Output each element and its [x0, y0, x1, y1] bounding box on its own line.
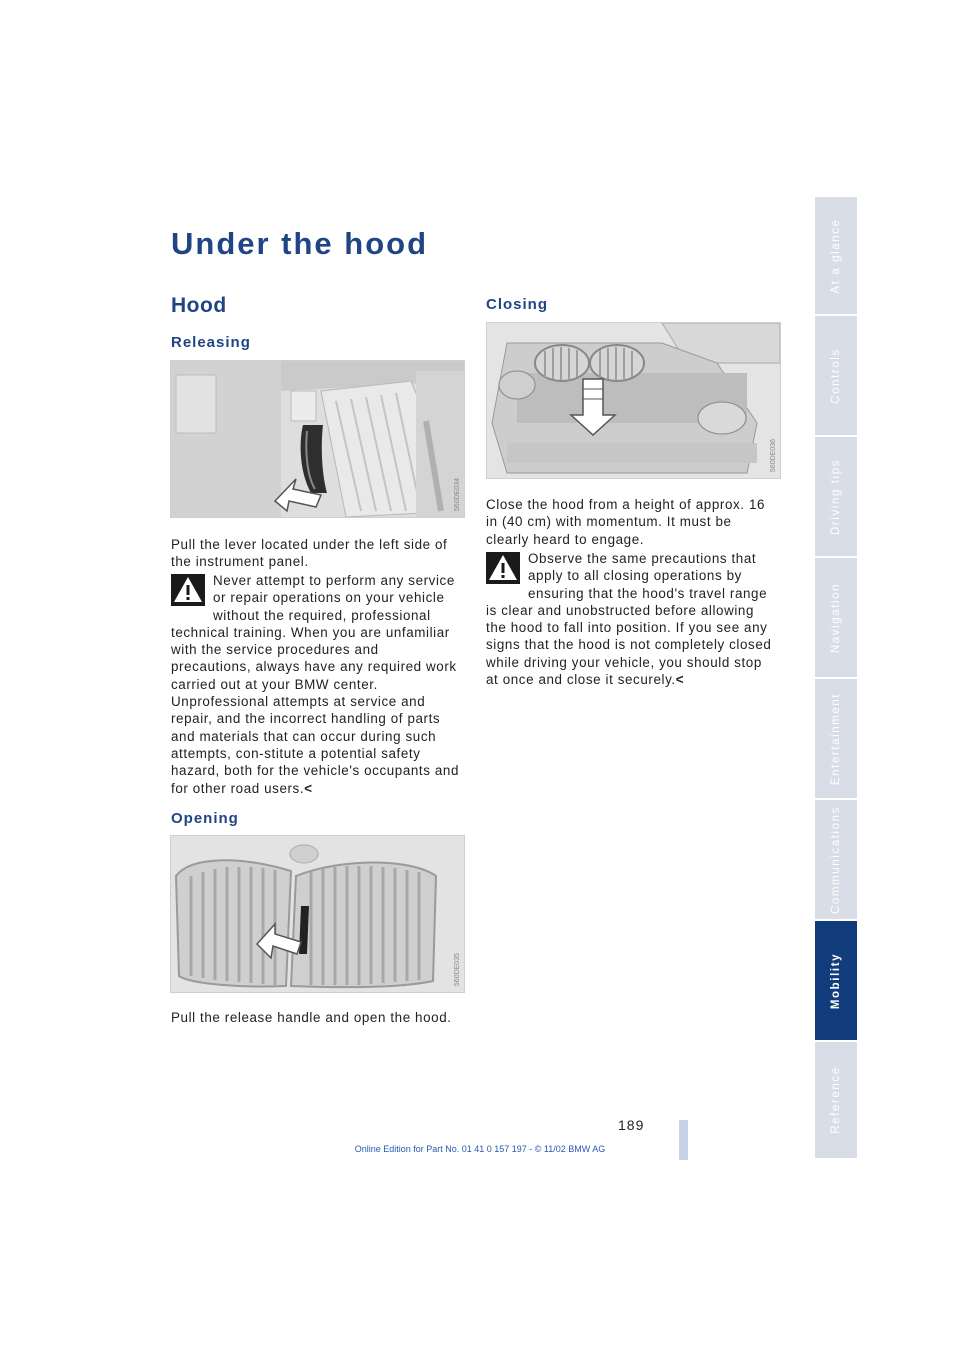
releasing-text: Pull the lever located under the left side of the instrument panel.: [171, 537, 448, 570]
warning-closing-text: Observe the same precautions that apply to all closing operations by ensuring that the hood's travel range is clear and unobstructed before allowing the hood to fall into position. If you see any signs that the hood is not completely closed while driving your vehicle, you should stop at once and close it securely.: [486, 551, 772, 688]
side-tab-label: Reference: [830, 1066, 842, 1134]
side-tab-label: Entertainment: [830, 692, 842, 785]
hood-release-lever-illustration: [171, 361, 464, 517]
side-tab-navigation[interactable]: [815, 558, 857, 679]
hood-closing-illustration: [487, 323, 780, 478]
footer-edition-link[interactable]: Online Edition for Part No. 01 41 0 157 197 - © 11/02 BMW AG: [354, 1144, 606, 1154]
heading-releasing: Releasing: [171, 334, 251, 351]
side-tab-at-a-glance[interactable]: [815, 197, 857, 316]
kidney-grille-illustration: [171, 836, 464, 992]
warning-triangle-icon: [171, 574, 205, 606]
warning-releasing: [171, 572, 463, 797]
side-tab-entertainment[interactable]: [815, 679, 857, 800]
side-tab-communications[interactable]: [815, 800, 857, 921]
side-tab-label: Communications: [830, 805, 842, 914]
section-title-hood: Hood: [171, 294, 227, 317]
side-tab-label: Driving tips: [830, 458, 842, 535]
side-tab-mobility[interactable]: [815, 921, 857, 1042]
warning-releasing-text: Never attempt to perform any service or repair operations on your vehicle without the required, professional technical training. When you are unfamiliar with the service procedures and precautions, always have any required work carried out at your BMW center. Unprofessional attempts at service and repair, and the incorrect handling of parts and materials that can occur during such attempts, con-stitute a potential safety hazard, both for the vehicle's occupants and for other road users.: [171, 573, 460, 796]
end-marker: <: [304, 780, 313, 796]
page-number-bar: [679, 1120, 688, 1160]
opening-text: Pull the release handle and open the hood.: [171, 1010, 452, 1025]
figure-opening: [170, 835, 465, 993]
page-number: 189: [618, 1117, 645, 1133]
side-tab-label: Navigation: [830, 582, 842, 653]
warning-closing: [486, 550, 778, 688]
side-tab-driving-tips[interactable]: [815, 437, 857, 558]
side-tab-label: Controls: [830, 347, 842, 404]
end-marker: <: [675, 672, 685, 688]
page-title: Under the hood: [171, 226, 429, 261]
side-tab-label: At a glance: [830, 217, 842, 294]
side-tab-navigation: [815, 197, 857, 1160]
closing-text: Close the hood from a height of approx. 16 in (40 cm) with momentum. It must be clearly heard to engage.: [486, 497, 766, 547]
heading-opening: Opening: [171, 810, 239, 827]
figure-code: 560DE034: [454, 477, 461, 511]
side-tab-reference[interactable]: [815, 1042, 857, 1160]
warning-triangle-icon: [486, 552, 520, 584]
side-tab-label: Mobility: [830, 952, 842, 1009]
figure-code: 560DE035: [454, 952, 461, 986]
figure-closing: [486, 322, 781, 479]
figure-releasing: [170, 360, 465, 518]
figure-code: 560DE036: [770, 438, 777, 472]
heading-closing: Closing: [486, 296, 548, 313]
side-tab-controls[interactable]: [815, 316, 857, 437]
